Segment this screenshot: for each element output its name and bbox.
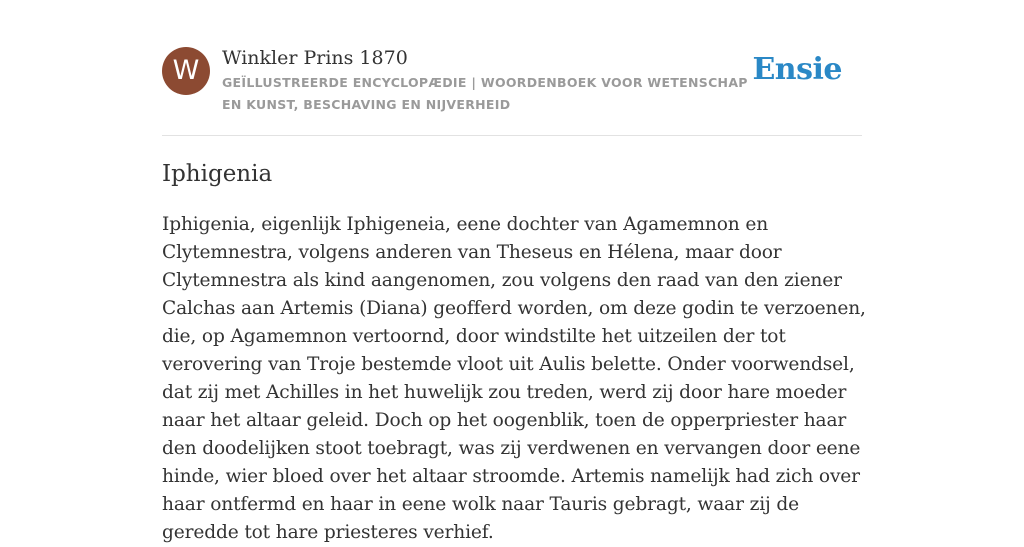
entry-title: Iphigenia bbox=[162, 161, 273, 187]
avatar[interactable]: W bbox=[162, 47, 210, 95]
source-subtitle: GEÏLLUSTREERDE ENCYCLOPÆDIE | WOORDENBOEK VOOR WETENSCHAP EN KUNST, BESCHAVING EN NIJVERHEID bbox=[222, 75, 748, 112]
brand-logo[interactable]: Ensie bbox=[752, 52, 842, 87]
entry-body: Iphigenia, eigenlijk Iphigeneia, eene dochter van Agamemnon en Clytemnestra, volgens anderen van Theseus en Hélena, maar door Clytemnestra als kind aangenomen, zou volgens den raad van den ziener Calchas aan Artemis (Diana) geofferd worden, om deze godin te verzoenen, die, op Agamemnon vertoornd, door windstilte het uitzeilen der tot verovering van Troje bestemde vloot uit Aulis belette. Onder voorwendsel, dat zij met Achilles in het huwelijk zou treden, werd zij door hare moeder naar het altaar geleid. Doch op het oogenblik, toen de opperpriester haar den doodelijken stoot toebragt, was zij verdwenen en vervangen door eene hinde, wier bloed over het altaar stroomde. Artemis namelijk had zich over haar ontfermd en haar in eene wolk naar Tauris gebragt, waar zij de geredde tot hare priesteres verhief. bbox=[162, 214, 866, 543]
divider bbox=[162, 135, 862, 136]
source-title[interactable]: Winkler Prins 1870 bbox=[222, 47, 408, 69]
source-header bbox=[162, 46, 862, 116]
